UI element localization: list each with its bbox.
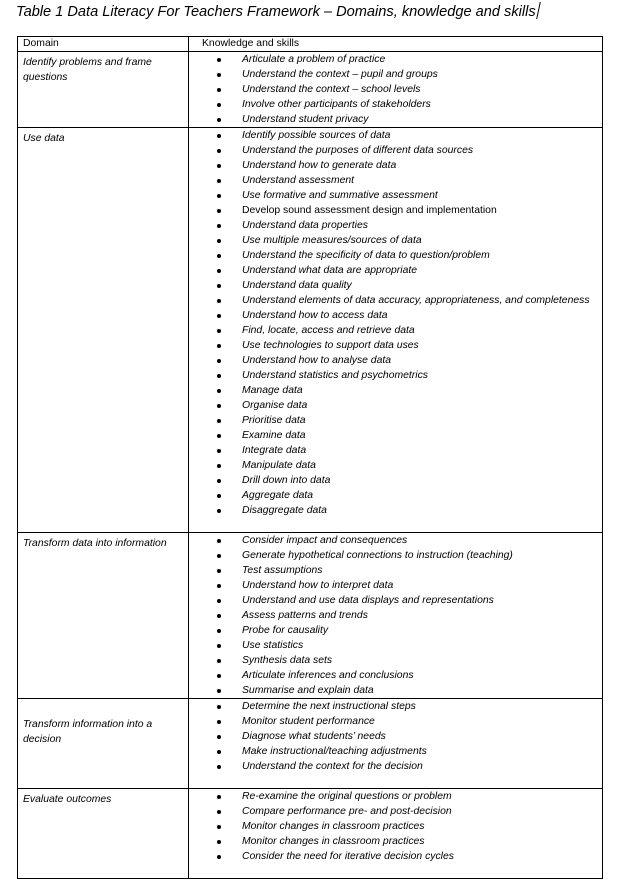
table-row: [18, 533, 603, 699]
skills-cell: [189, 789, 603, 879]
skill-item: Integrate data: [189, 443, 602, 458]
skills-list: [189, 128, 602, 518]
skill-item: Articulate inferences and conclusions: [189, 668, 602, 683]
skills-list: [189, 533, 602, 698]
skill-item: Understand how to interpret data: [189, 578, 602, 593]
skills-cell: [189, 52, 603, 128]
skill-item: Generate hypothetical connections to instruction (teaching): [189, 548, 602, 563]
skill-item: Aggregate data: [189, 488, 602, 503]
skill-item: Assess patterns and trends: [189, 608, 602, 623]
skill-item: Use formative and summative assessment: [189, 188, 602, 203]
skill-item: Understand what data are appropriate: [189, 263, 602, 278]
skill-item: Understand student privacy: [189, 112, 602, 127]
skill-item: Understand elements of data accuracy, appropriateness, and completeness: [189, 293, 602, 308]
skill-item: Test assumptions: [189, 563, 602, 578]
skill-item: Use multiple measures/sources of data: [189, 233, 602, 248]
text-cursor: [536, 2, 541, 19]
skills-list: [189, 699, 602, 774]
table-row: [18, 52, 603, 128]
skill-item: Prioritise data: [189, 413, 602, 428]
table-row: [18, 128, 603, 533]
skill-item: Monitor changes in classroom practices: [189, 819, 602, 834]
skill-item: Consider impact and consequences: [189, 533, 602, 548]
domain-column-header: Domain: [18, 37, 189, 52]
skill-item: Manipulate data: [189, 458, 602, 473]
skill-item: Use technologies to support data uses: [189, 338, 602, 353]
skill-item: Identify possible sources of data: [189, 128, 602, 143]
skill-item: Understand the context – pupil and groups: [189, 67, 602, 82]
skill-item: Understand assessment: [189, 173, 602, 188]
header-row: [18, 37, 603, 52]
table-row: [18, 789, 603, 879]
skills-cell: [189, 533, 603, 699]
skill-item: Understand the context – school levels: [189, 82, 602, 97]
table-row: [18, 699, 603, 789]
skill-item: Articulate a problem of practice: [189, 52, 602, 67]
skill-item: Organise data: [189, 398, 602, 413]
skill-item: Monitor student performance: [189, 714, 602, 729]
skill-item: Compare performance pre- and post-decision: [189, 804, 602, 819]
domain-cell: Identify problems and frame questions: [18, 52, 189, 128]
skill-item: Monitor changes in classroom practices: [189, 834, 602, 849]
skills-list: [189, 52, 602, 127]
table-caption: [16, 2, 539, 22]
skill-item: Involve other participants of stakeholders: [189, 97, 602, 112]
skill-item: Understand the purposes of different data sources: [189, 143, 602, 158]
skill-item: Understand data quality: [189, 278, 602, 293]
domain-cell: Evaluate outcomes: [18, 789, 189, 879]
skill-item: Understand how to generate data: [189, 158, 602, 173]
skill-item: Understand how to analyse data: [189, 353, 602, 368]
framework-table: [17, 36, 603, 879]
skills-column-header: Knowledge and skills: [189, 37, 603, 52]
skill-item: Find, locate, access and retrieve data: [189, 323, 602, 338]
skill-item: Synthesis data sets: [189, 653, 602, 668]
skill-item: Manage data: [189, 383, 602, 398]
skill-item: Drill down into data: [189, 473, 602, 488]
skill-item: Disaggregate data: [189, 503, 602, 518]
skill-item: Determine the next instructional steps: [189, 699, 602, 714]
skill-item: Consider the need for iterative decision cycles: [189, 849, 602, 864]
skill-item: Make instructional/teaching adjustments: [189, 744, 602, 759]
skills-list: [189, 789, 602, 864]
skill-item: Re-examine the original questions or problem: [189, 789, 602, 804]
domain-cell: Transform information into a decision: [18, 699, 189, 789]
domain-cell: Transform data into information: [18, 533, 189, 699]
skill-item: Examine data: [189, 428, 602, 443]
skill-item: Understand statistics and psychometrics: [189, 368, 602, 383]
skills-cell: [189, 699, 603, 789]
skill-item: Probe for causality: [189, 623, 602, 638]
skill-item: Summarise and explain data: [189, 683, 602, 698]
skill-item: Understand the context for the decision: [189, 759, 602, 774]
skill-item: Understand how to access data: [189, 308, 602, 323]
skill-item: Understand data properties: [189, 218, 602, 233]
domain-cell: Use data: [18, 128, 189, 533]
skill-item: Understand the specificity of data to question/problem: [189, 248, 602, 263]
skill-item: Diagnose what students’ needs: [189, 729, 602, 744]
skills-cell: [189, 128, 603, 533]
caption-text: Table 1 Data Literacy For Teachers Framework – Domains, knowledge and skills: [16, 4, 536, 20]
skill-item: Understand and use data displays and representations: [189, 593, 602, 608]
skill-item: Develop sound assessment design and implementation: [189, 203, 602, 218]
skill-item: Use statistics: [189, 638, 602, 653]
